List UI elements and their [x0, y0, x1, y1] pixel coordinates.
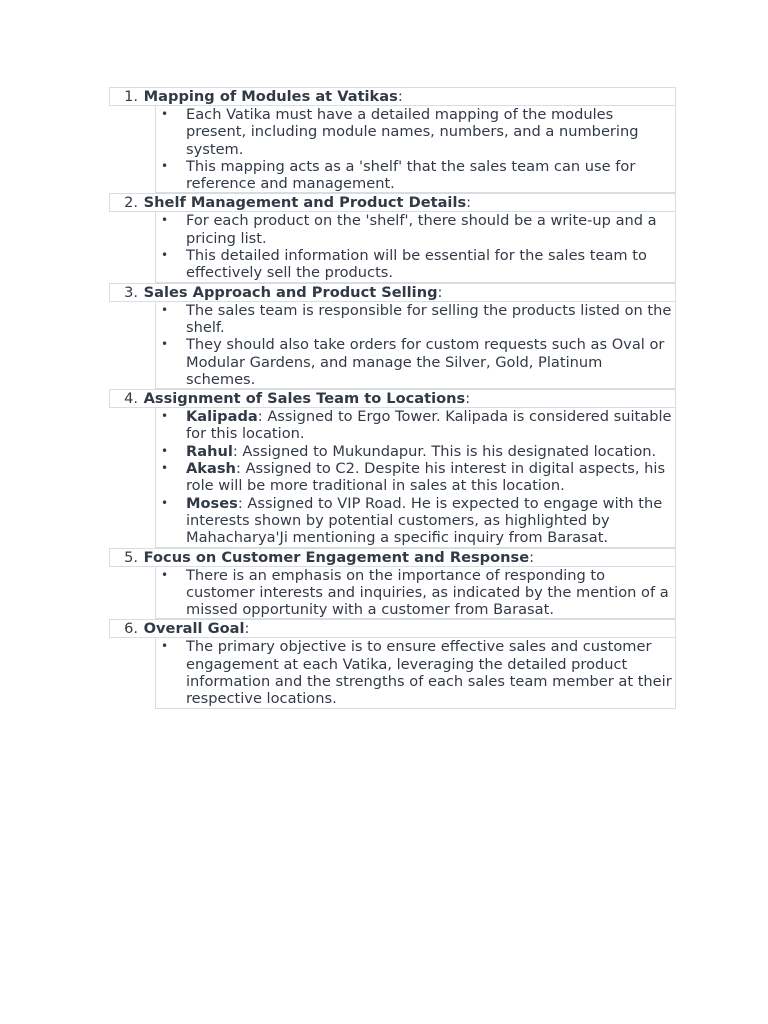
section-number: 6. [124, 620, 138, 638]
list-item [156, 158, 675, 193]
list-item [156, 247, 675, 282]
section-colon: : [465, 390, 471, 408]
section-title: Sales Approach and Product Selling [143, 283, 438, 301]
section-1 [109, 87, 676, 193]
section-5 [109, 548, 676, 620]
list-item [156, 495, 675, 547]
item-text: : Assigned to VIP Road. He is expected to engage with the interests shown by potential customers, as highlighted by Mahacharya'Ji mentioning a specific inquiry from Barasat. [186, 494, 663, 547]
section-number: 3. [124, 283, 138, 301]
section-6 [109, 619, 676, 708]
bullet-list [155, 212, 676, 282]
section-heading [109, 389, 676, 408]
section-title: Focus on Customer Engagement and Response [143, 548, 530, 566]
list-item [156, 212, 675, 247]
section-3 [109, 283, 676, 389]
section-heading [109, 619, 676, 638]
section-number: 4. [124, 390, 138, 408]
bullet-list [155, 567, 676, 620]
section-heading [109, 283, 676, 302]
item-lead: Akash [186, 460, 236, 478]
item-lead: Rahul [186, 442, 233, 460]
list-item [156, 567, 675, 619]
section-colon: : [244, 620, 250, 638]
section-heading [109, 87, 676, 106]
section-title: Assignment of Sales Team to Locations [143, 390, 466, 408]
section-heading [109, 548, 676, 567]
list-item [156, 443, 675, 460]
section-colon: : [529, 548, 535, 566]
bullet-list [155, 408, 676, 547]
section-colon: : [466, 194, 472, 212]
bullet-list [155, 302, 676, 389]
section-number: 2. [124, 194, 138, 212]
list-item [156, 106, 675, 158]
list-item [156, 408, 675, 443]
item-text: This mapping acts as a 'shelf' that the sales team can use for reference and management. [186, 157, 636, 193]
section-colon: : [437, 283, 443, 301]
item-text: There is an emphasis on the importance of responding to customer interests and inquiries, as indicated by the mention of a missed opportunity with a customer from Barasat. [186, 566, 669, 619]
list-item [156, 460, 675, 495]
item-text: The sales team is responsible for selling the products listed on the shelf. [186, 301, 672, 336]
item-text: : Assigned to Mukundapur. This is his designated location. [232, 442, 657, 460]
section-4 [109, 389, 676, 547]
section-title: Shelf Management and Product Details [143, 194, 467, 212]
section-number: 5. [124, 548, 138, 566]
bullet-list [155, 106, 676, 193]
item-text: : Assigned to C2. Despite his interest in digital aspects, his role will be more traditional in sales at this location. [186, 460, 666, 495]
item-text: This detailed information will be essential for the sales team to effectively sell the products. [186, 247, 647, 282]
list-item [156, 336, 675, 388]
item-text: Each Vatika must have a detailed mapping of the modules present, including module names, numbers, and a numbering system. [186, 106, 639, 158]
document-body [109, 87, 676, 709]
section-2 [109, 193, 676, 282]
section-title: Overall Goal [143, 620, 245, 638]
item-text: They should also take orders for custom requests such as Oval or Modular Gardens, and manage the Silver, Gold, Platinum schemes. [186, 336, 665, 388]
section-colon: : [397, 88, 403, 105]
section-number: 1. [124, 88, 138, 105]
item-text: The primary objective is to ensure effective sales and customer engagement at each Vatika, leveraging the detailed product information and the strengths of each sales team member at their respective locations. [186, 638, 672, 708]
item-lead: Kalipada [186, 408, 258, 426]
item-lead: Moses [186, 494, 238, 512]
item-text: For each product on the 'shelf', there should be a write-up and a pricing list. [186, 212, 657, 247]
list-item [156, 302, 675, 337]
list-item [156, 638, 675, 707]
section-heading [109, 193, 676, 212]
section-title: Mapping of Modules at Vatikas [143, 88, 398, 105]
bullet-list [155, 638, 676, 708]
item-text: : Assigned to Ergo Tower. Kalipada is considered suitable for this location. [186, 408, 672, 443]
